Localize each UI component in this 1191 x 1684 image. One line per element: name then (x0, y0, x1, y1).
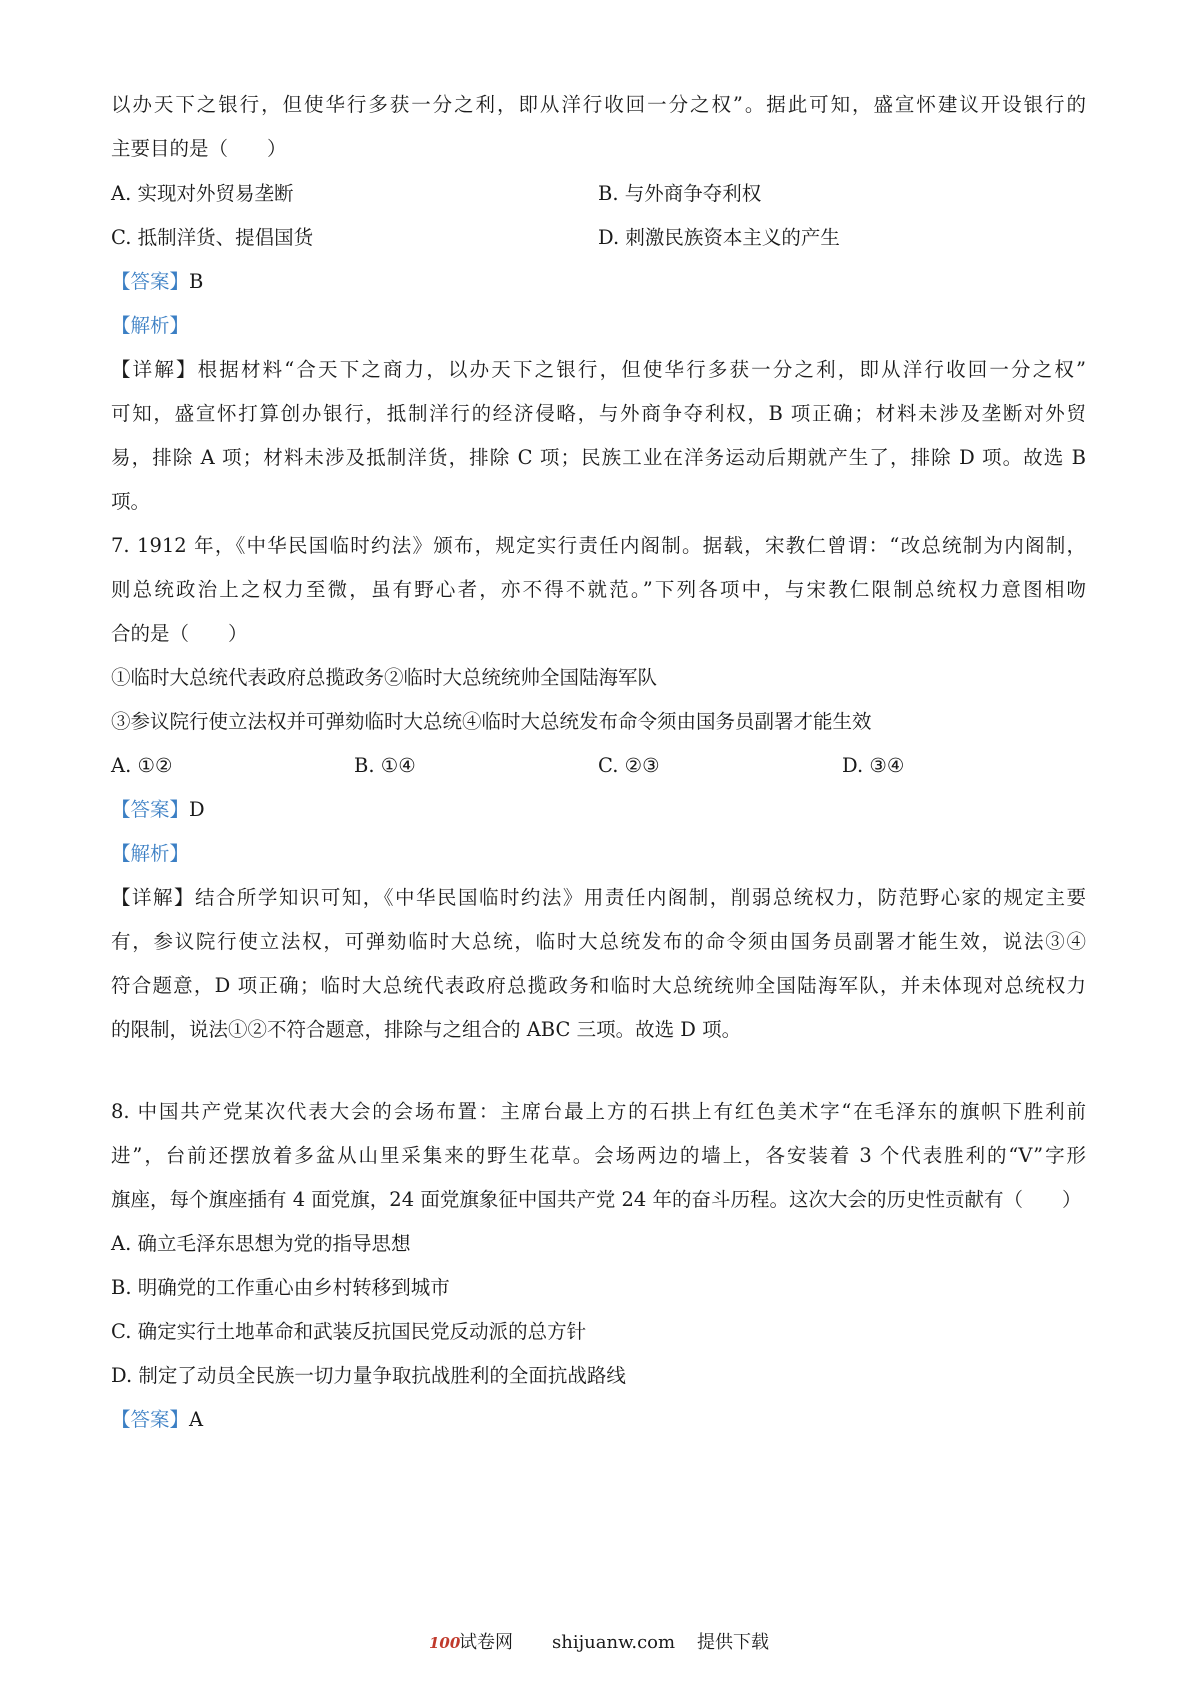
answer-value: A (189, 1408, 204, 1431)
q7-option-b: B. ①④ (354, 754, 416, 777)
q6-stem-line-1: 以办天下之银行，但使华行多获一分之利，即从洋行收回一分之权”。据此可知，盛宣怀建议开设银行的 (111, 93, 1086, 116)
q8-option-c: C. 确定实行土地革命和武装反抗国民党反动派的总方针 (111, 1320, 587, 1343)
q8-stem-line-3: 旗座，每个旗座插有 4 面党旗，24 面党旗象征中国共产党 24 年的奋斗历程。这次大会的历史性贡献有（ ） (111, 1188, 1082, 1211)
q7-option-a: A. ①② (111, 754, 173, 777)
q8-answer (111, 1407, 203, 1433)
answer-value: D (189, 798, 205, 821)
page-footer (0, 1628, 1191, 1658)
q6-detail-line-2: 可知，盛宣怀打算创办银行，抵制洋行的经济侵略，与外商争夺利权，B 项正确；材料未涉及垄断对外贸 (111, 402, 1086, 425)
site-logo-icon: 100 (429, 1634, 461, 1652)
site-url[interactable]: shijuanw.com (552, 1632, 676, 1653)
detail-text: 根据材料“合天下之商力，以办天下之银行，但使华行多获一分之利，即从洋行收回一分之权” (197, 358, 1086, 381)
q6-detail-line-4: 项。 (111, 490, 151, 513)
q6-option-c: C. 抵制洋货、提倡国货 (111, 226, 314, 249)
analysis-label: 【解析】 (111, 314, 190, 337)
q6-option-d: D. 刺激民族资本主义的产生 (598, 226, 840, 249)
q6-option-b: B. 与外商争夺利权 (598, 182, 762, 205)
q7-analysis (111, 841, 189, 867)
answer-label: 【答案】 (111, 270, 190, 293)
detail-text: 结合所学知识可知，《中华民国临时约法》用责任内阁制，削弱总统权力，防范野心家的规定主要 (194, 886, 1086, 909)
q8-option-b: B. 明确党的工作重心由乡村转移到城市 (111, 1276, 450, 1299)
q7-stem-line-1: 7. 1912 年，《中华民国临时约法》颁布，规定实行责任内阁制。据载，宋教仁曾谓：“改总统制为内阁制， (111, 534, 1086, 557)
answer-label: 【答案】 (111, 798, 190, 821)
q7-option-c: C. ②③ (598, 754, 660, 777)
q6-detail-line-1 (111, 357, 1086, 383)
answer-label: 【答案】 (111, 1408, 190, 1431)
q8-stem-line-1: 8. 中国共产党某次代表大会的会场布置：主席台最上方的石拱上有红色美术字“在毛泽东的旗帜下胜利前 (111, 1100, 1086, 1123)
q7-stem-line-3: 合的是（ ） (111, 622, 248, 645)
q7-statement-2: ③参议院行使立法权并可弹劾临时大总统④临时大总统发布命令须由国务员副署才能生效 (111, 710, 872, 733)
q8-option-d: D. 制定了动员全民族一切力量争取抗战胜利的全面抗战路线 (111, 1364, 626, 1387)
q7-statement-1: ①临时大总统代表政府总揽政务②临时大总统统帅全国陆海军队 (111, 666, 658, 689)
q6-option-a: A. 实现对外贸易垄断 (111, 182, 294, 205)
q7-option-d: D. ③④ (842, 754, 905, 777)
q7-answer (111, 797, 205, 823)
detail-label: 【详解】 (111, 358, 198, 381)
q7-detail-line-2: 有，参议院行使立法权，可弹劾临时大总统，临时大总统发布的命令须由国务员副署才能生效，说法③④ (111, 930, 1086, 953)
q6-answer (111, 269, 203, 295)
q7-detail-line-3: 符合题意，D 项正确；临时大总统代表政府总揽政务和临时大总统统帅全国陆海军队，并未体现对总统权力 (111, 974, 1086, 997)
q7-detail-line-4: 的限制，说法①②不符合题意，排除与之组合的 ABC 三项。故选 D 项。 (111, 1018, 742, 1041)
site-name: 试卷网 (459, 1632, 513, 1653)
q8-stem-line-2: 进”，台前还摆放着多盆从山里采集来的野生花草。会场两边的墙上，各安装着 3 个代表胜利的“V”字形 (111, 1144, 1086, 1167)
answer-value: B (189, 270, 204, 293)
q6-analysis (111, 313, 189, 339)
footer-tagline: 提供下载 (697, 1632, 769, 1653)
q6-detail-line-3: 易，排除 A 项；材料未涉及抵制洋货，排除 C 项；民族工业在洋务运动后期就产生了，排除 D 项。故选 B (111, 446, 1086, 469)
q6-stem-line-2: 主要目的是（ ） (111, 137, 287, 160)
analysis-label: 【解析】 (111, 842, 190, 865)
q7-detail-line-1 (111, 885, 1086, 911)
q7-stem-line-2: 则总统政治上之权力至微，虽有野心者，亦不得不就范。”下列各项中，与宋教仁限制总统权力意图相吻 (111, 578, 1086, 601)
q8-option-a: A. 确立毛泽东思想为党的指导思想 (111, 1232, 411, 1255)
detail-label: 【详解】 (111, 886, 195, 909)
